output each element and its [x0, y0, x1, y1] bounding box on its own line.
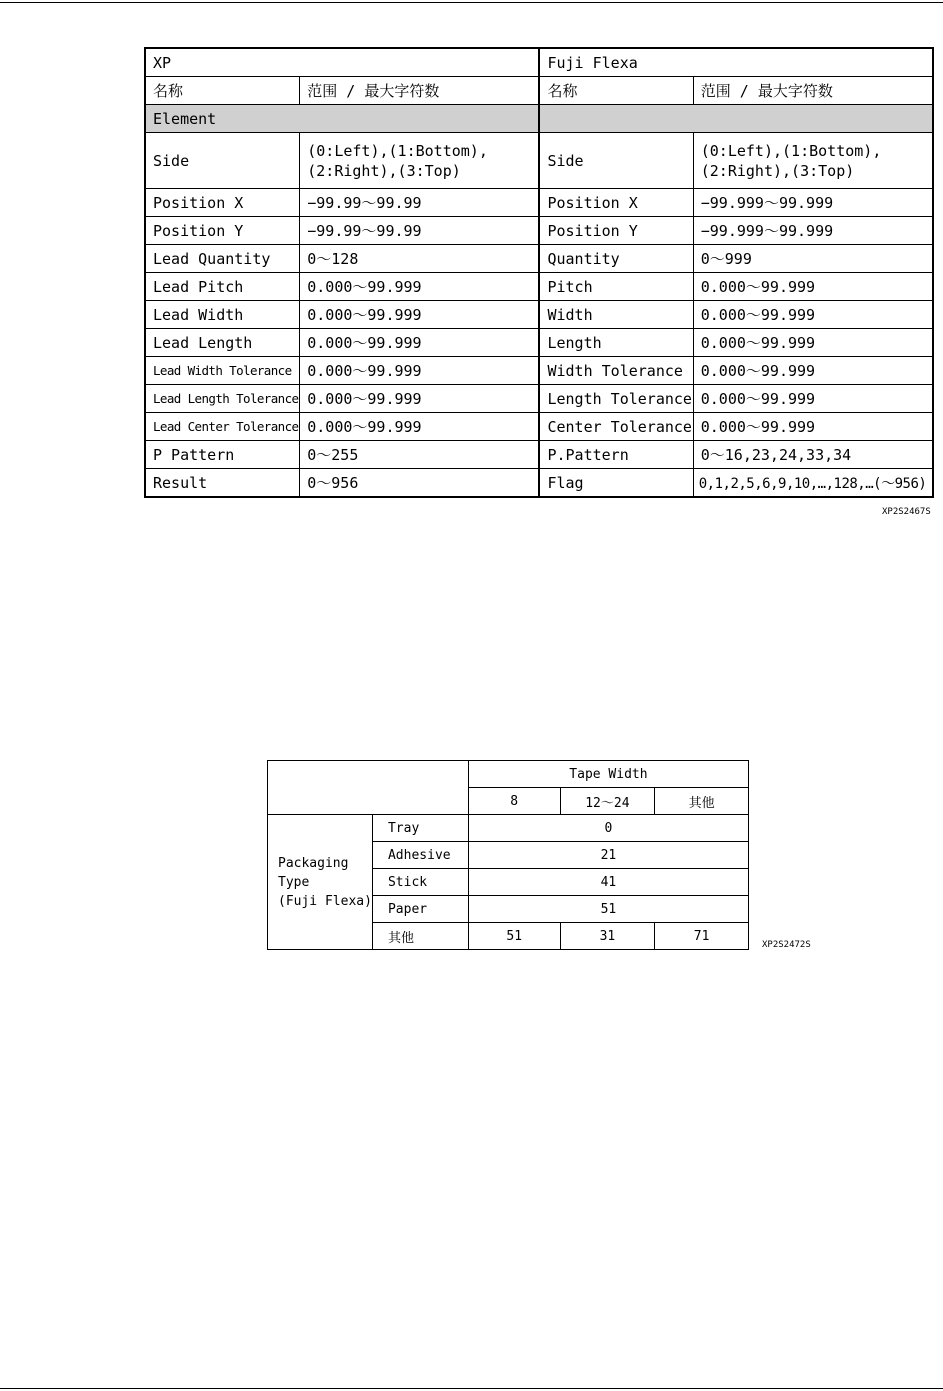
tape-width-other: 其他 — [655, 788, 749, 815]
xp-range: −99.99～99.99 — [300, 189, 540, 217]
fuji-name: Width — [539, 301, 693, 329]
fuji-range: 0～16,23,24,33,34 — [693, 441, 933, 469]
table-row — [145, 441, 933, 469]
packaging-value: 51 — [468, 923, 560, 950]
fuji-range: 0,1,2,5,6,9,10,…,128,…(～956) — [693, 469, 933, 498]
xp-name: Lead Pitch — [145, 273, 300, 301]
xp-name: Lead Center Tolerance — [145, 413, 300, 441]
xp-range: 0.000～99.999 — [300, 273, 540, 301]
packaging-type-name: Paper — [372, 896, 468, 923]
packaging-value: 31 — [560, 923, 655, 950]
fuji-range: 0～999 — [693, 245, 933, 273]
xp-range: 0～255 — [300, 441, 540, 469]
packaging-value: 21 — [468, 842, 748, 869]
packaging-type-name: Adhesive — [372, 842, 468, 869]
table-row — [145, 329, 933, 357]
fuji-range-header: 范围 / 最大字符数 — [693, 77, 933, 105]
xp-name: Result — [145, 469, 300, 498]
section-label: Element — [145, 105, 539, 133]
xp-range: 0.000～99.999 — [300, 413, 540, 441]
xp-range-line: (2:Right),(3:Top) — [307, 161, 461, 180]
tape-width-12-24: 12～24 — [560, 788, 655, 815]
xp-name-header: 名称 — [145, 77, 300, 105]
fuji-range: 0.000～99.999 — [693, 385, 933, 413]
figure-code: XP2S2472S — [762, 940, 811, 950]
packaging-type-name: Tray — [372, 815, 468, 842]
fuji-range-line: (2:Right),(3:Top) — [700, 161, 855, 180]
fuji-name: Length — [539, 329, 693, 357]
corner-cell — [268, 761, 469, 815]
table-row — [145, 133, 933, 189]
xp-name: Position Y — [145, 217, 300, 245]
fuji-range: −99.999～99.999 — [693, 217, 933, 245]
table-row — [145, 413, 933, 441]
table-row — [145, 301, 933, 329]
fuji-range: 0.000～99.999 — [693, 329, 933, 357]
table-header-row — [268, 761, 749, 788]
fuji-range: 0.000～99.999 — [693, 273, 933, 301]
fuji-range: −99.999～99.999 — [693, 189, 933, 217]
packaging-type-name: 其他 — [372, 923, 468, 950]
table-row — [145, 273, 933, 301]
fuji-name: Side — [539, 133, 693, 189]
xp-range: 0～956 — [300, 469, 540, 498]
packaging-type-table — [267, 760, 749, 950]
section-row — [145, 105, 933, 133]
section-empty — [539, 105, 933, 133]
packaging-value: 41 — [468, 869, 748, 896]
fuji-range: 0.000～99.999 — [693, 357, 933, 385]
fuji-name: Length Tolerance — [539, 385, 693, 413]
fuji-name: P.Pattern — [539, 441, 693, 469]
xp-header: XP — [145, 48, 539, 77]
fuji-name: Position X — [539, 189, 693, 217]
xp-range: 0.000～99.999 — [300, 357, 540, 385]
packaging-type-label — [268, 815, 373, 950]
xp-name: Side — [145, 133, 300, 189]
fuji-range — [693, 133, 933, 189]
packaging-label-line: (Fuji Flexa) — [278, 893, 372, 909]
table-row — [145, 189, 933, 217]
table-header-row — [145, 48, 933, 77]
xp-name: Lead Length — [145, 329, 300, 357]
fuji-range-line: (0:Left),(1:Bottom), — [700, 141, 882, 160]
packaging-label-line: Packaging — [278, 855, 349, 871]
xp-name: Lead Quantity — [145, 245, 300, 273]
fuji-range: 0.000～99.999 — [693, 301, 933, 329]
fuji-name: Width Tolerance — [539, 357, 693, 385]
table-row — [145, 245, 933, 273]
xp-range-header: 范围 / 最大字符数 — [300, 77, 540, 105]
xp-name: Position X — [145, 189, 300, 217]
xp-range-line: (0:Left),(1:Bottom), — [307, 141, 488, 160]
table-row — [145, 357, 933, 385]
fuji-name: Flag — [539, 469, 693, 498]
fuji-range: 0.000～99.999 — [693, 413, 933, 441]
header-rule — [0, 2, 943, 3]
xp-name: Lead Length Tolerance — [145, 385, 300, 413]
fuji-header: Fuji Flexa — [539, 48, 933, 77]
xp-name: Lead Width — [145, 301, 300, 329]
fuji-name-header: 名称 — [539, 77, 693, 105]
packaging-value: 51 — [468, 896, 748, 923]
fuji-name: Quantity — [539, 245, 693, 273]
fuji-name: Center Tolerance — [539, 413, 693, 441]
tape-width-8: 8 — [468, 788, 560, 815]
xp-range: 0～128 — [300, 245, 540, 273]
packaging-type-name: Stick — [372, 869, 468, 896]
xp-name: Lead Width Tolerance — [145, 357, 300, 385]
xp-name: P Pattern — [145, 441, 300, 469]
table-row — [145, 217, 933, 245]
packaging-label-line: Type — [278, 874, 310, 890]
xp-range: 0.000～99.999 — [300, 301, 540, 329]
table-row — [268, 815, 749, 842]
footer-rule — [0, 1388, 943, 1389]
fuji-name: Pitch — [539, 273, 693, 301]
tape-width-header: Tape Width — [468, 761, 748, 788]
packaging-value: 0 — [468, 815, 748, 842]
table-subheader-row — [145, 77, 933, 105]
xp-range — [300, 133, 540, 189]
table-row — [145, 469, 933, 498]
figure-code: XP2S2467S — [882, 507, 931, 517]
xp-range: 0.000～99.999 — [300, 329, 540, 357]
table-row — [145, 385, 933, 413]
packaging-value: 71 — [655, 923, 749, 950]
xp-range: 0.000～99.999 — [300, 385, 540, 413]
xp-fuji-element-mapping-table — [144, 47, 934, 498]
xp-range: −99.99～99.99 — [300, 217, 540, 245]
fuji-name: Position Y — [539, 217, 693, 245]
